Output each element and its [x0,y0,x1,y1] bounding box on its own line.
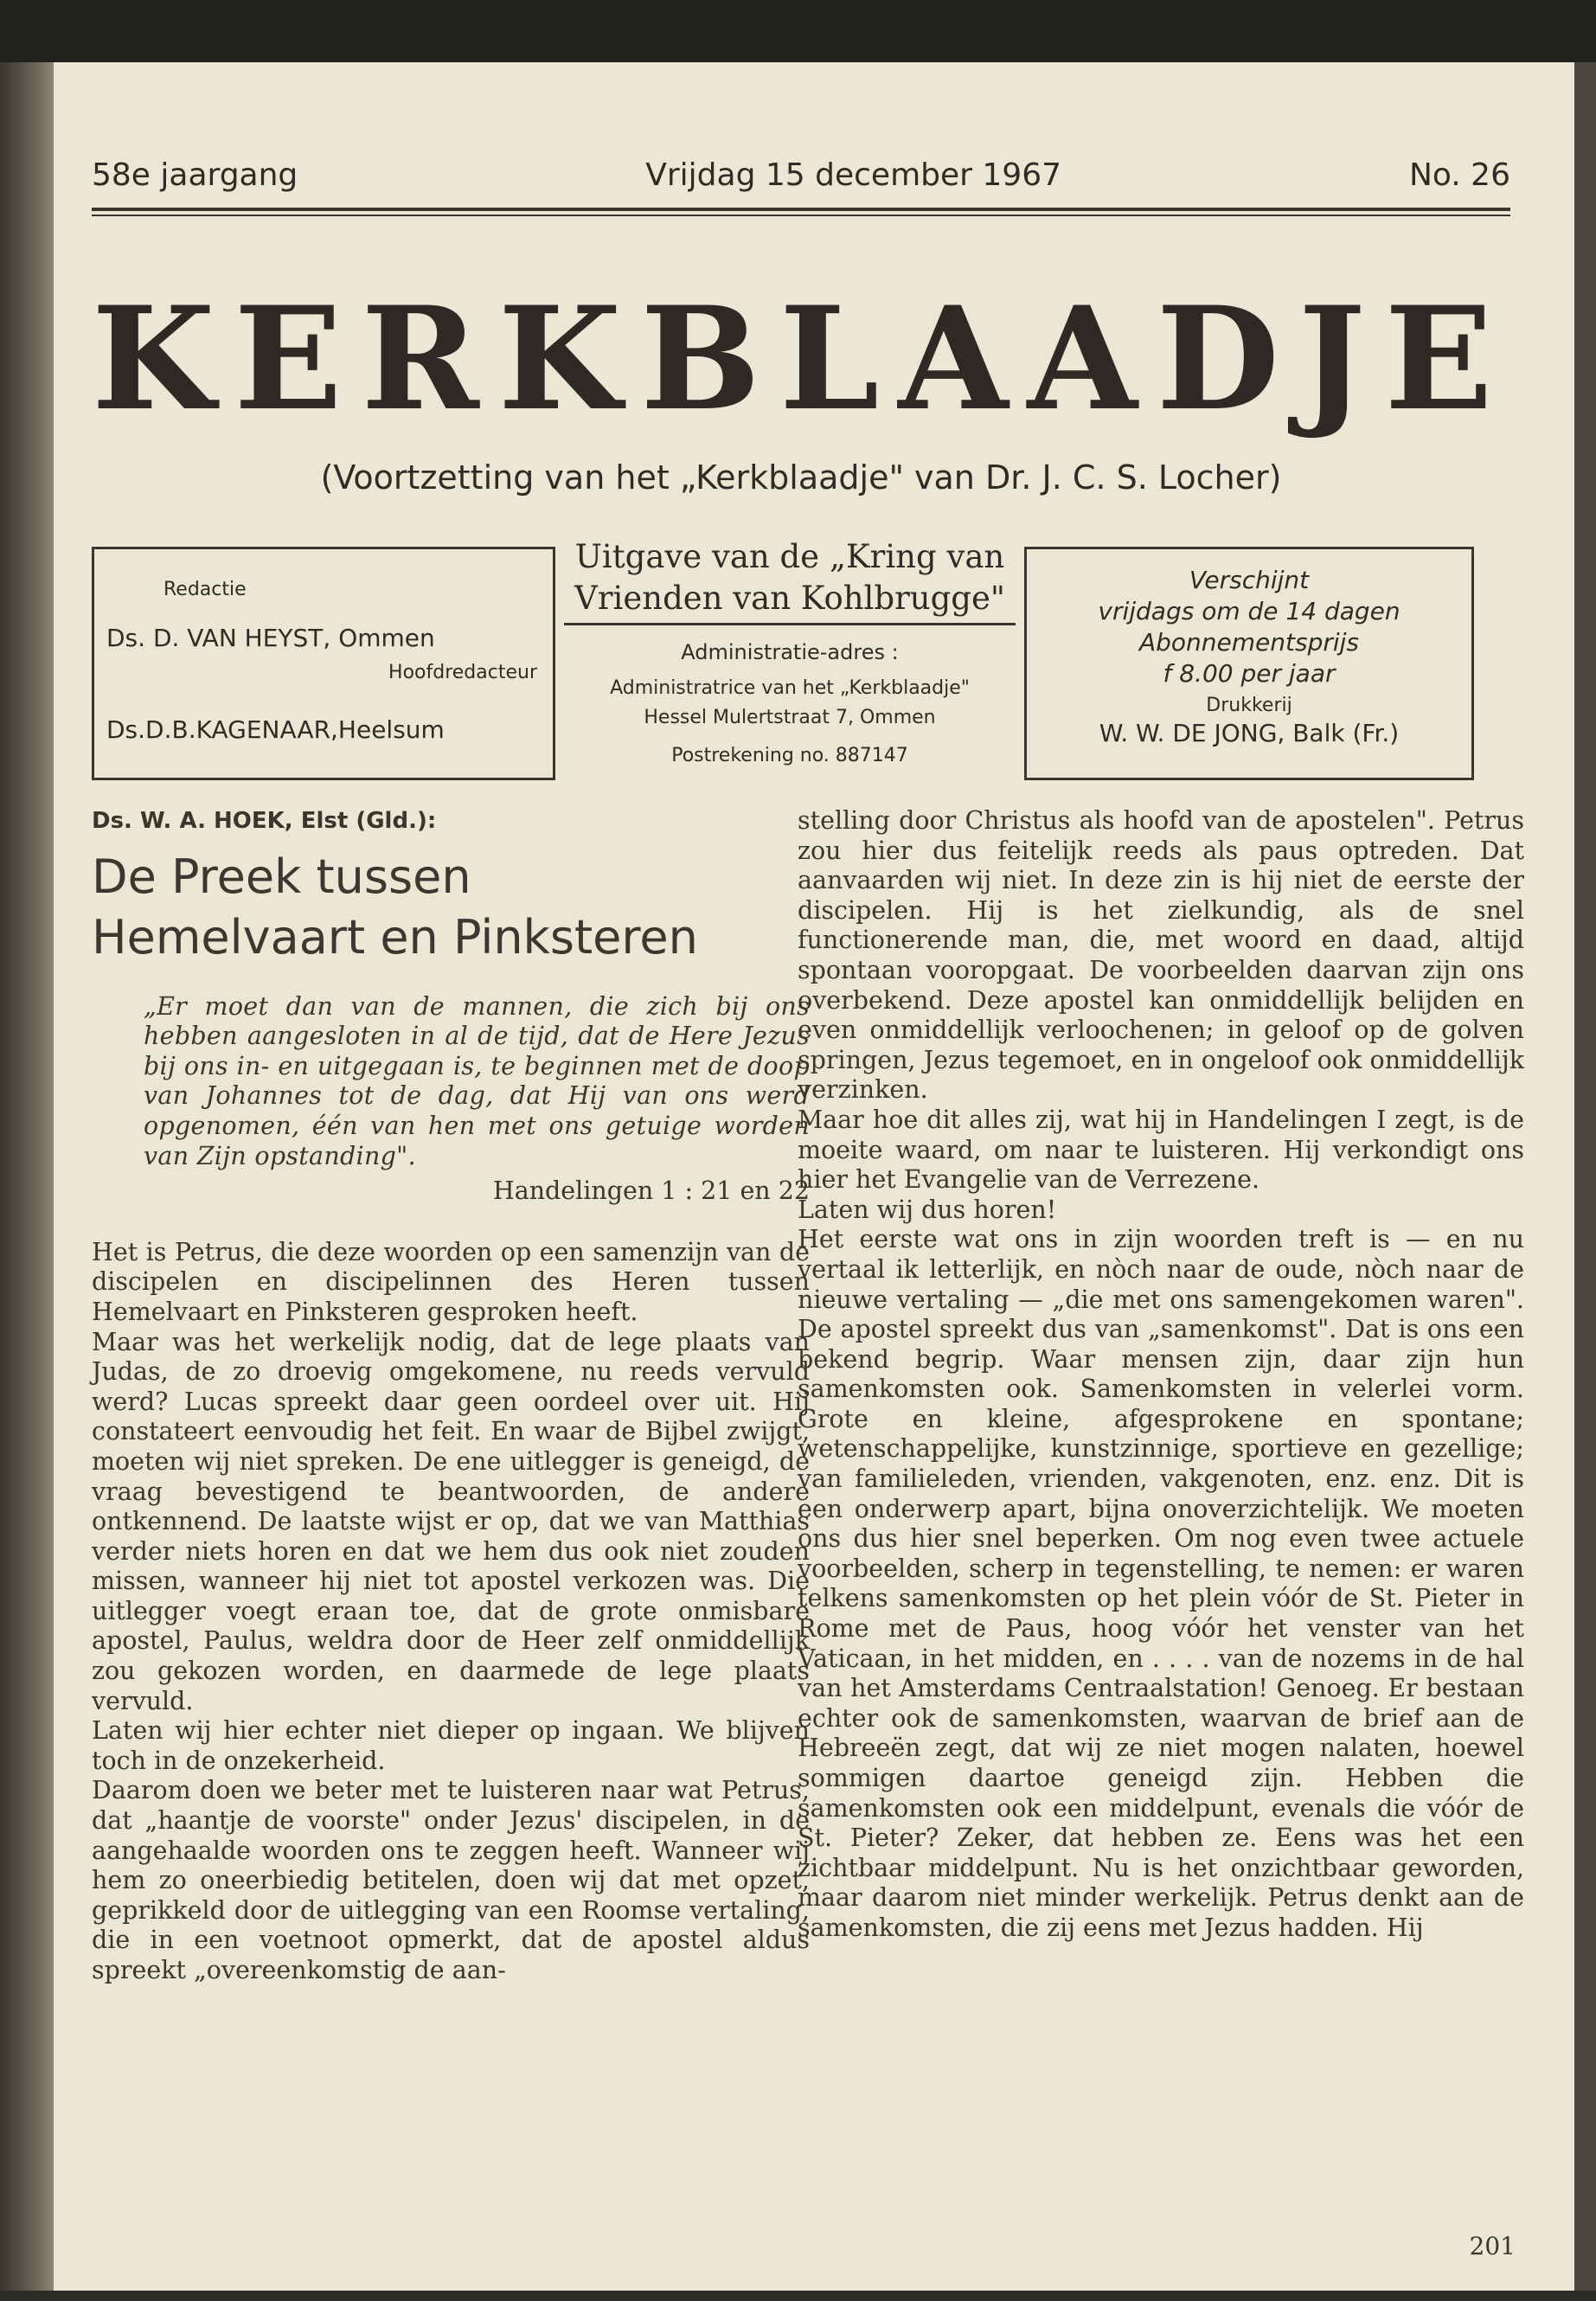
giro-number: Postrekening no. 887147 [671,745,908,766]
admin-label: Administratie-adres : [681,640,899,664]
scan-right-edge [1574,62,1596,2291]
editor-1: Ds. D. VAN HEYST, Ommen [106,624,435,652]
paragraph: Laten wij dus horen! [798,1195,1057,1224]
paragraph: Laten wij hier echter niet dieper op ingaan. We blijven toch in de onzekerheid. [92,1716,810,1775]
info-line-1: Verschijnt [1189,566,1310,594]
paragraph: Het eerste wat ons in zijn woorden treft is — en nu vertaal ik letterlijk, en nòch naar de oude, nòch naar de nieuwe vertaling — „die met ons samengekomen waren". De apostel spreekt dus van „samenkomst". Dat is ons een bekend begrip. Waar mensen zijn, daar zijn hun samenkomsten ook. Samenkomsten in velerlei vorm. Grote en kleine, afgesprokene en spontane; wetenschappelijke, kunstzinnige, sportieve en gezellige; van familieleden, vrienden, vakgenoten, enz. enz. Dit is een onderwerp apart, bijna onoverzichtelijk. We moeten ons dus hier snel beperken. Om nog even twee actuele voorbeelden, scherp in tegenstelling, te nemen: er waren telkens samenkomsten op het plein vóór de St. Pieter in Rome met de Paus, hoog vóór het venster van het Vaticaan, in het midden, en . . . . van de nozems in de hal van het Amsterdams Centraalstation! Genoeg. Er bestaan echter ook de samenkomsten, waarvan de brief aan de Hebreeën zegt, dat wij ze niet mogen nalaten, hoewel sommigen daartoe geneigd zijn. Hebben die samenkomsten ook een middelpunt, evenals die vóór de St. Pieter? Zeker, dat hebben ze. Eens was het een zichtbaar middelpunt. Nu is het onzichtbaar geworden, maar daarom niet minder werkelijk. Petrus denkt aan de samenkomsten, die zij eens met Jezus hadden. Hij [798,1225,1524,1942]
printer-label: Drukkerij [1206,695,1292,716]
page-number: 201 [1469,2232,1516,2260]
header-rule-bottom [92,215,1510,216]
newspaper-page [54,62,1574,2291]
printer-name: W. W. DE JONG, Balk (Fr.) [1099,719,1400,747]
article-title [92,847,810,968]
paragraph: Maar was het werkelijk nodig, dat de lege plaats van Judas, de zo droevig omgekomene, nu reeds vervuld werd? Lucas spreekt daar geen oordeel over uit. Hij constateert eenvoudig het feit. En waar de Bijbel zwijgt, moeten wij niet spreken. De ene uitlegger is geneigd, de vraag bevestigend te beantwoorden, de andere ontkennend. De laatste wijst er op, dat we van Matthias verder niets horen en dat we hem dus ook niet zouden missen, wanneer hij niet tot apostel verkozen was. Die uitlegger voegt eraan toe, dat de grote onmisbare apostel, Paulus, weldra door de Heer zelf onmiddellijk zou gekozen worden, en daarmede de lege plaats vervuld. [92,1327,810,1715]
paragraph: Maar hoe dit alles zij, wat hij in Handelingen I zegt, is de moeite waard, om naar te luisteren. Hij verkondigt ons hier het Evangelie van de Verrezene. [798,1105,1524,1195]
info-line-2: vrijdags om de 14 dagen [1098,597,1401,625]
article-column-left [92,806,810,1986]
volume-label: 58e jaargang [92,157,298,193]
article-author: Ds. W. A. HOEK, Elst (Gld.): [92,808,437,834]
header-rule-top [92,208,1510,211]
info-line-3: Abonnementsprijs [1138,628,1360,657]
masthead-title: KERKBLAADJE [92,275,1512,442]
editor-2: Ds.D.B.KAGENAAR,Heelsum [106,715,445,744]
issue-number: No. 26 [1408,157,1510,193]
masthead-subtitle: (Voortzetting van het „Kerkblaadje" van Dr. J. C. S. Locher) [320,458,1282,497]
info-box [1024,547,1474,780]
scan-top-border [0,0,1596,62]
editor-1-role: Hoofdredacteur [388,662,537,683]
admin-line-1: Administratrice van het „Kerkblaadje" [610,677,970,699]
scripture-reference: Handelingen 1 : 21 en 22 [492,1176,810,1206]
article-column-right [798,806,1524,1944]
article-title-line-1: De Preek tussen [92,849,471,904]
paragraph: Het is Petrus, die deze woorden op een samenzijn van de discipelen en discipelinnen des Heren tussen Hemelvaart en Pinksteren gesproken heeft. [92,1237,810,1326]
publisher-block [564,536,1016,771]
editorial-label: Redactie [163,579,247,600]
info-line-4: f 8.00 per jaar [1163,659,1336,688]
publisher-line-1: Uitgave van de „Kring van [574,538,1005,575]
editorial-box [92,547,555,780]
admin-line-2: Hessel Mulertstraat 7, Ommen [644,707,936,728]
article-title-line-2: Hemelvaart en Pinksteren [92,909,698,965]
issue-date: Vrijdag 15 december 1967 [645,157,1061,193]
paragraph: Daarom doen we beter met te luisteren naar wat Petrus, dat „haantje de voorste" onder Jezus' discipelen, in de aangehaalde woorden ons te zeggen heeft. Wanneer wij hem zo oneerbiedig betitelen, doen wij dat met opzet, geprikkeld door de uitlegging van een Roomse vertaling, die in een voetnoot opmerkt, dat de apostel aldus spreekt „overeenkomstig de aan- [92,1776,810,1984]
paragraph: stelling door Christus als hoofd van de apostelen". Petrus zou hier dus feitelijk reeds als paus optreden. Dat aanvaarden wij niet. In deze zin is hij niet de eerste der discipelen. Hij is het zielkundig, als de snel functionerende man, die, met woord en daad, altijd spontaan vooropgaat. De voorbeelden daarvan zijn ons overbekend. Deze apostel kan onmiddellijk belijden en even onmiddellijk verloochenen; in geloof op de golven springen, Jezus tegemoet, en in ongeloof ook onmiddellijk verzinken. [798,806,1524,1105]
publisher-line-2: Vrienden van Kohlbrugge" [564,578,1016,625]
issue-header [92,157,1510,193]
scan-binding-edge [0,62,54,2291]
scripture-quote: „Er moet dan van de mannen, die zich bij ons hebben aangesloten in al de tijd, dat de Here Jezus bij ons in- en uitgegaan is, te beginnen met de doop van Johannes tot de dag, dat Hij van ons werd opgenomen, één van hen met ons getuige worden van Zijn opstanding". [144,991,810,1170]
